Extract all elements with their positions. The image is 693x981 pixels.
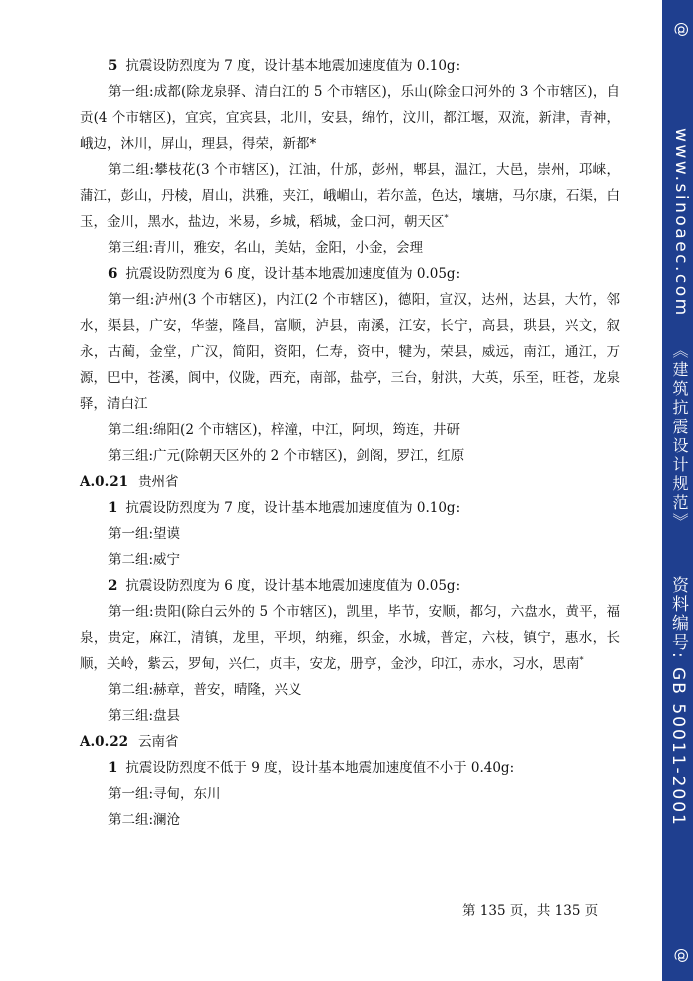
clause-number: 1 — [108, 500, 118, 516]
clause-text: 抗震设防烈度为 6 度，设计基本地震加速度值为 0.05g: — [125, 266, 461, 282]
section-number: A.0.21 — [80, 474, 129, 490]
clause-heading — [80, 755, 620, 781]
group-paragraph: 第二组:澜沧 — [108, 812, 181, 828]
clause-text: 抗震设防烈度为 7 度，设计基本地震加速度值为 0.10g: — [125, 500, 461, 516]
clause-number: 6 — [108, 266, 118, 282]
section-title: 云南省 — [138, 734, 179, 750]
standard-title: 《建筑抗震设计规范》 — [670, 342, 689, 532]
clause-number: 1 — [108, 760, 118, 776]
site-url[interactable]: www.sinoaec.com — [671, 128, 691, 318]
group-paragraph: 第一组:泸州(3 个市辖区)，内江(2 个市辖区)，德阳，宣汉，达州，达县，大竹，邻水，渠县，广安，华蓥，隆昌，富顺，泸县，南溪，江安，长宁，高县，珙县，兴文，叙永，古蔺，金堂，广汉，简阳，资阳，仁寿，资中，犍为，荣县，威远，南江，通江，万源，巴中，苍溪，阆中，仪陇，西充，南部，盐亭，三台，射洪，大英，乐至，旺苍，龙泉驿，清白江 — [80, 292, 620, 412]
clause-heading — [80, 53, 620, 79]
clause-heading — [80, 495, 620, 521]
sidebar-band — [662, 0, 693, 981]
group-paragraph: 第二组:赫章，普安，晴隆，兴义 — [108, 682, 302, 698]
group-paragraph: 第二组:威宁 — [108, 552, 181, 568]
clause-heading — [80, 261, 620, 287]
document-body — [80, 53, 620, 833]
clause-number: 2 — [108, 578, 118, 594]
section-heading — [80, 469, 620, 495]
section-title: 贵州省 — [138, 474, 179, 490]
footnote-mark: * — [579, 655, 584, 665]
group-paragraph: 第一组:成都(除龙泉驿、清白江的 5 个市辖区)，乐山(除金口河外的 3 个市辖区)，自贡(4 个市辖区)，宜宾，宜宾县，北川，安县，绵竹，汶川，都江堰，双流，新津，青神，峨边，沐川，屏山，理县，得荣，新都* — [80, 84, 620, 152]
group-paragraph: 第二组:绵阳(2 个市辖区)，梓潼，中江，阿坝，筠连，井研 — [108, 422, 460, 438]
document-code: 资料编号: GB 50011-2001 — [668, 576, 688, 827]
at-icon: @ — [673, 948, 691, 965]
group-paragraph: 第一组:贵阳(除白云外的 5 个市辖区)，凯里，毕节，安顺，都匀，六盘水，黄平，福泉，贵定，麻江，清镇，龙里，平坝，纳雍，织金，水城，普定，六枝，镇宁，惠水，长顺，关岭，紫云，罗甸，兴仁，贞丰，安龙，册亨，金沙，印江，赤水，习水，思南* — [80, 604, 620, 672]
at-icon: @ — [673, 22, 691, 39]
footnote-mark: * — [444, 213, 449, 223]
group-paragraph: 第三组:盘县 — [108, 708, 181, 724]
section-heading — [80, 729, 620, 755]
group-paragraph: 第二组:攀枝花(3 个市辖区)，江油，什邡，彭州，郫县，温江，大邑，崇州，邛崃，蒲江，彭山，丹棱，眉山，洪雅，夹江，峨嵋山，若尔盖，色达，壤塘，马尔康，石渠，白玉，金川，黑水，盐边，米易，乡城，稻城，金口河，朝天区* — [80, 162, 620, 230]
group-paragraph: 第三组:广元(除朝天区外的 2 个市辖区)，剑阁，罗江，红原 — [108, 448, 465, 464]
section-number: A.0.22 — [80, 734, 129, 750]
group-paragraph: 第三组:青川，雅安，名山，美姑，金阳，小金，会理 — [108, 240, 424, 256]
clause-text: 抗震设防烈度不低于 9 度，设计基本地震加速度值不小于 0.40g: — [125, 760, 515, 776]
page-footer: 第 135 页，共 135 页 — [462, 903, 599, 919]
group-paragraph: 第一组:望谟 — [108, 526, 181, 542]
clause-number: 5 — [108, 58, 118, 74]
clause-text: 抗震设防烈度为 7 度，设计基本地震加速度值为 0.10g: — [125, 58, 461, 74]
clause-text: 抗震设防烈度为 6 度，设计基本地震加速度值为 0.05g: — [125, 578, 461, 594]
clause-heading — [80, 573, 620, 599]
group-paragraph: 第一组:寻甸，东川 — [108, 786, 221, 802]
